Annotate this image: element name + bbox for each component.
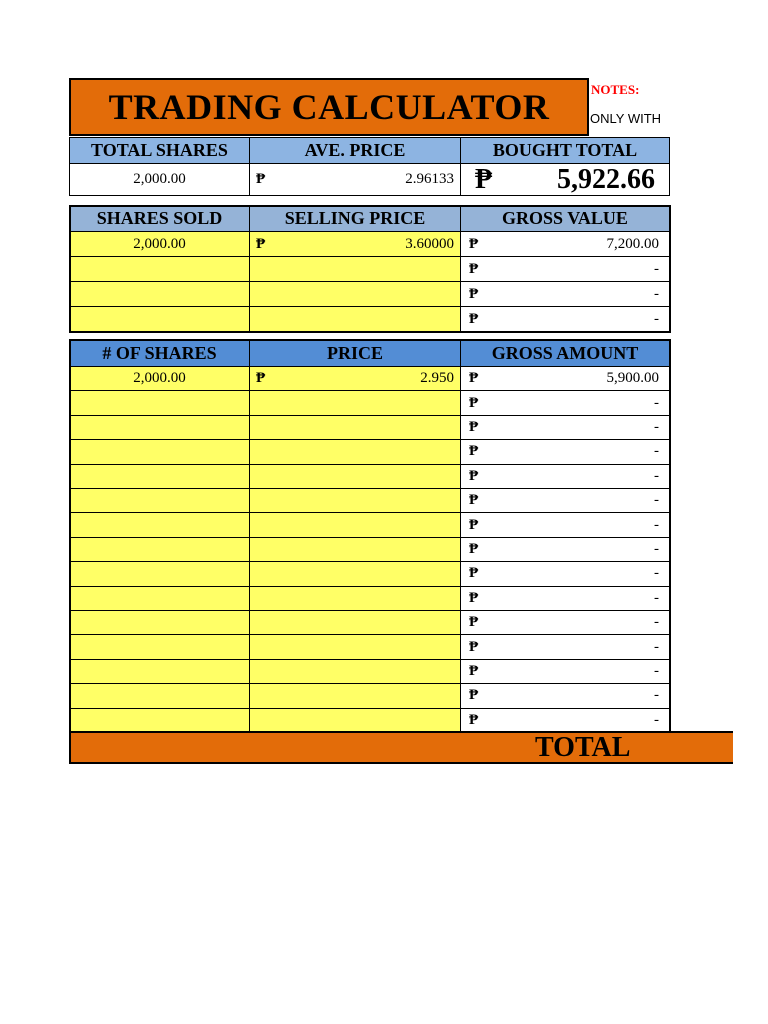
total-label: TOTAL: [535, 732, 631, 763]
shares-cell[interactable]: [69, 306, 250, 332]
peso-sign: ₱: [469, 443, 479, 460]
peso-sign: ₱: [469, 589, 479, 606]
price-cell[interactable]: [249, 561, 461, 586]
price-cell[interactable]: [249, 306, 461, 332]
price-cell[interactable]: [249, 464, 461, 489]
price-cell[interactable]: [249, 488, 461, 513]
gross-cell: [460, 586, 670, 611]
peso-sign: ₱: [469, 310, 479, 327]
gross-cell: [460, 464, 670, 489]
price-cell[interactable]: [249, 390, 461, 415]
price-value: 3.60000: [405, 235, 454, 252]
peso-sign: ₱: [469, 638, 479, 655]
shares-cell[interactable]: [69, 659, 250, 684]
header-selling-price: SELLING PRICE: [249, 205, 461, 232]
peso-sign: ₱: [469, 614, 479, 631]
gross-cell: [460, 488, 670, 513]
bought-total-value: [460, 163, 670, 196]
gross-value: -: [654, 260, 659, 277]
gross-value: -: [654, 443, 659, 460]
peso-sign: ₱: [469, 711, 479, 728]
price-cell[interactable]: [249, 610, 461, 635]
peso-sign: ₱: [469, 260, 479, 277]
gross-value: -: [654, 589, 659, 606]
header-shares-sold: SHARES SOLD: [69, 205, 250, 232]
price-cell[interactable]: [249, 256, 461, 282]
peso-sign: ₱: [469, 418, 479, 435]
gross-value: -: [654, 662, 659, 679]
gross-value: -: [654, 492, 659, 509]
total-shares-value: [69, 163, 250, 196]
gross-cell: [460, 256, 670, 282]
shares-cell[interactable]: [69, 683, 250, 708]
gross-value: -: [654, 310, 659, 327]
header-ave-price: AVE. PRICE: [249, 137, 461, 164]
ave-price-value: [249, 163, 461, 196]
price-cell[interactable]: [249, 281, 461, 307]
gross-value: 5,900.00: [606, 370, 659, 387]
peso-sign: ₱: [469, 235, 479, 252]
price-cell[interactable]: [249, 415, 461, 440]
notes-label: NOTES:: [591, 82, 640, 97]
gross-value: -: [654, 565, 659, 582]
shares-cell[interactable]: [69, 439, 250, 464]
peso-sign: ₱: [469, 492, 479, 509]
shares-cell[interactable]: [69, 512, 250, 537]
peso-sign: ₱: [469, 565, 479, 582]
gross-cell: [460, 659, 670, 684]
gross-cell: [460, 281, 670, 307]
price-cell[interactable]: [249, 634, 461, 659]
header-bought-total: BOUGHT TOTAL: [460, 137, 670, 164]
shares-value: 2,000.00: [133, 370, 186, 387]
shares-cell[interactable]: [69, 708, 250, 733]
price-cell[interactable]: [249, 439, 461, 464]
shares-value: 2,000.00: [133, 235, 186, 252]
peso-sign: ₱: [256, 370, 266, 387]
price-cell[interactable]: [249, 366, 461, 391]
price-cell[interactable]: [249, 683, 461, 708]
price-cell[interactable]: [249, 512, 461, 537]
gross-value: -: [654, 711, 659, 728]
gross-cell: [460, 610, 670, 635]
gross-cell: [460, 390, 670, 415]
ave-price-text: 2.96133: [405, 171, 454, 187]
gross-value: -: [654, 540, 659, 557]
gross-value: -: [654, 638, 659, 655]
gross-cell: [460, 415, 670, 440]
gross-cell: [460, 366, 670, 391]
total-shares-text: 2,000.00: [133, 171, 186, 187]
gross-value: -: [654, 394, 659, 411]
price-cell[interactable]: [249, 231, 461, 257]
shares-cell[interactable]: [69, 390, 250, 415]
shares-cell[interactable]: [69, 586, 250, 611]
gross-cell: [460, 306, 670, 332]
header-gross-value: GROSS VALUE: [460, 205, 670, 232]
gross-value: -: [654, 614, 659, 631]
peso-sign: ₱: [469, 516, 479, 533]
bought-total-text: 5,922.66: [557, 163, 655, 195]
gross-cell: [460, 683, 670, 708]
price-cell[interactable]: [249, 659, 461, 684]
shares-cell[interactable]: [69, 464, 250, 489]
gross-cell: [460, 537, 670, 562]
header-gross-amount: GROSS AMOUNT: [460, 339, 670, 367]
gross-cell: [460, 439, 670, 464]
gross-cell: [460, 561, 670, 586]
page-title: TRADING CALCULATOR: [108, 87, 550, 127]
peso-sign: ₱: [469, 662, 479, 679]
header-num-shares: # OF SHARES: [69, 339, 250, 367]
title-banner: [69, 78, 589, 136]
gross-cell: [460, 512, 670, 537]
header-price: PRICE: [249, 339, 461, 367]
gross-value: -: [654, 687, 659, 704]
shares-cell[interactable]: [69, 231, 250, 257]
peso-sign: ₱: [469, 467, 479, 484]
peso-sign: ₱: [469, 285, 479, 302]
gross-cell: [460, 708, 670, 733]
gross-cell: [460, 634, 670, 659]
gross-value: -: [654, 467, 659, 484]
shares-cell[interactable]: [69, 488, 250, 513]
peso-sign: ₱: [469, 394, 479, 411]
gross-value: -: [654, 418, 659, 435]
gross-value: -: [654, 285, 659, 302]
shares-cell[interactable]: [69, 610, 250, 635]
shares-cell[interactable]: [69, 256, 250, 282]
shares-cell[interactable]: [69, 366, 250, 391]
shares-cell[interactable]: [69, 415, 250, 440]
peso-sign: ₱: [475, 163, 493, 195]
total-bar: [69, 731, 733, 764]
notes-text: ONLY WITH: [590, 111, 662, 126]
peso-sign: ₱: [469, 687, 479, 704]
gross-cell: [460, 231, 670, 257]
shares-cell[interactable]: [69, 281, 250, 307]
price-cell[interactable]: [249, 537, 461, 562]
price-cell[interactable]: [249, 586, 461, 611]
gross-value: 7,200.00: [606, 235, 659, 252]
header-total-shares: TOTAL SHARES: [69, 137, 250, 164]
peso-sign: ₱: [256, 171, 266, 187]
price-cell[interactable]: [249, 708, 461, 733]
price-value: 2.950: [420, 370, 454, 387]
peso-sign: ₱: [469, 540, 479, 557]
peso-sign: ₱: [469, 370, 479, 387]
peso-sign: ₱: [256, 235, 266, 252]
shares-cell[interactable]: [69, 537, 250, 562]
shares-cell[interactable]: [69, 634, 250, 659]
gross-value: -: [654, 516, 659, 533]
shares-cell[interactable]: [69, 561, 250, 586]
